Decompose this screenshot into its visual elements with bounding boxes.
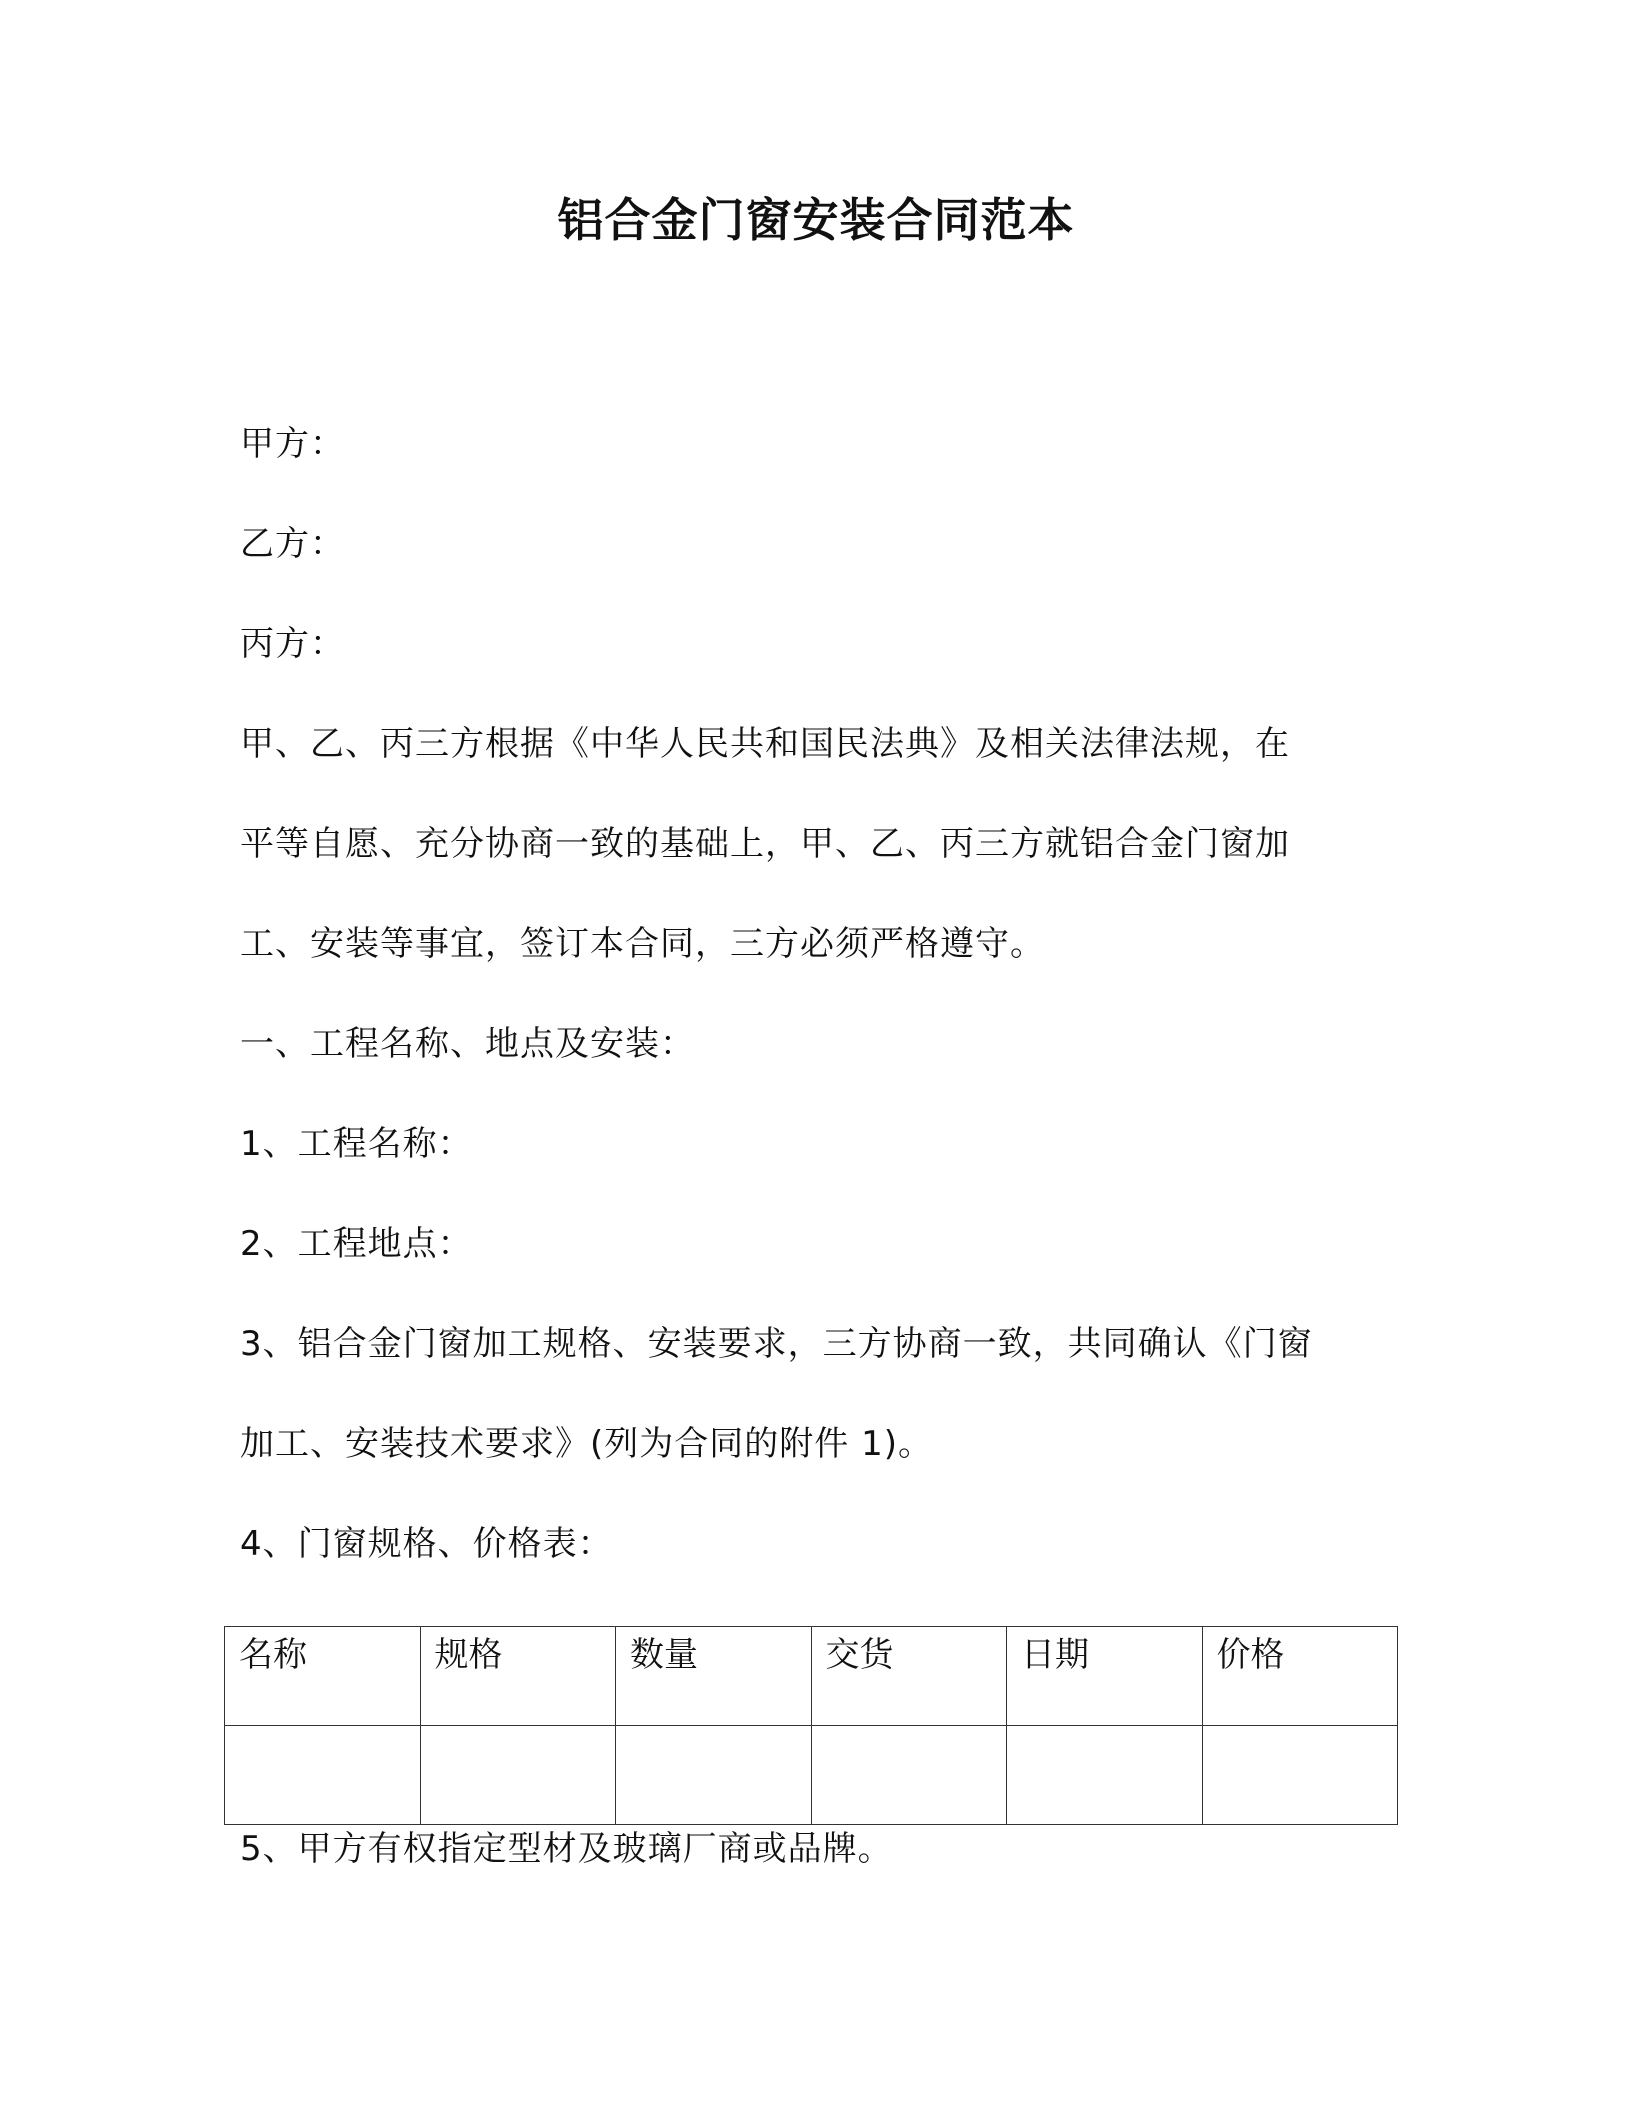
price-table-container (224, 1626, 1398, 1825)
header-cell-price: 价格 (1202, 1627, 1398, 1726)
item-4-price-table-label: 4、门窗规格、价格表： (240, 1524, 613, 1564)
party-b-label: 乙方： (240, 524, 345, 564)
header-cell-spec: 规格 (420, 1627, 616, 1726)
table-cell (1007, 1726, 1203, 1825)
header-cell-quantity: 数量 (616, 1627, 812, 1726)
table-cell (225, 1726, 421, 1825)
item-5-brand-designation: 5、甲方有权指定型材及玻璃厂商或品牌。 (240, 1829, 893, 1869)
party-a-label: 甲方： (240, 424, 345, 464)
table-row (225, 1726, 1398, 1825)
header-cell-date: 日期 (1007, 1627, 1203, 1726)
section-1-heading: 一、工程名称、地点及安装： (240, 1024, 695, 1064)
item-2-project-location: 2、工程地点： (240, 1224, 473, 1264)
item-3-line-2: 加工、安装技术要求》(列为合同的附件 1)。 (240, 1424, 933, 1464)
table-cell (811, 1726, 1007, 1825)
party-c-label: 丙方： (240, 624, 345, 664)
table-cell (616, 1726, 812, 1825)
table-header-row (225, 1627, 1398, 1726)
item-3-line-1: 3、铝合金门窗加工规格、安装要求，三方协商一致，共同确认《门窗 (240, 1324, 1313, 1364)
item-1-project-name: 1、工程名称： (240, 1124, 473, 1164)
intro-paragraph-line-3: 工、安装等事宜，签订本合同，三方必须严格遵守。 (240, 924, 1045, 964)
price-table (224, 1626, 1398, 1825)
header-cell-name: 名称 (225, 1627, 421, 1726)
header-cell-delivery: 交货 (811, 1627, 1007, 1726)
table-cell (420, 1726, 616, 1825)
intro-paragraph-line-1: 甲、乙、丙三方根据《中华人民共和国民法典》及相关法律法规，在 (240, 724, 1290, 764)
document-title: 铝合金门窗安装合同范本 (557, 193, 1075, 247)
intro-paragraph-line-2: 平等自愿、充分协商一致的基础上，甲、乙、丙三方就铝合金门窗加 (240, 824, 1290, 864)
table-cell (1202, 1726, 1398, 1825)
